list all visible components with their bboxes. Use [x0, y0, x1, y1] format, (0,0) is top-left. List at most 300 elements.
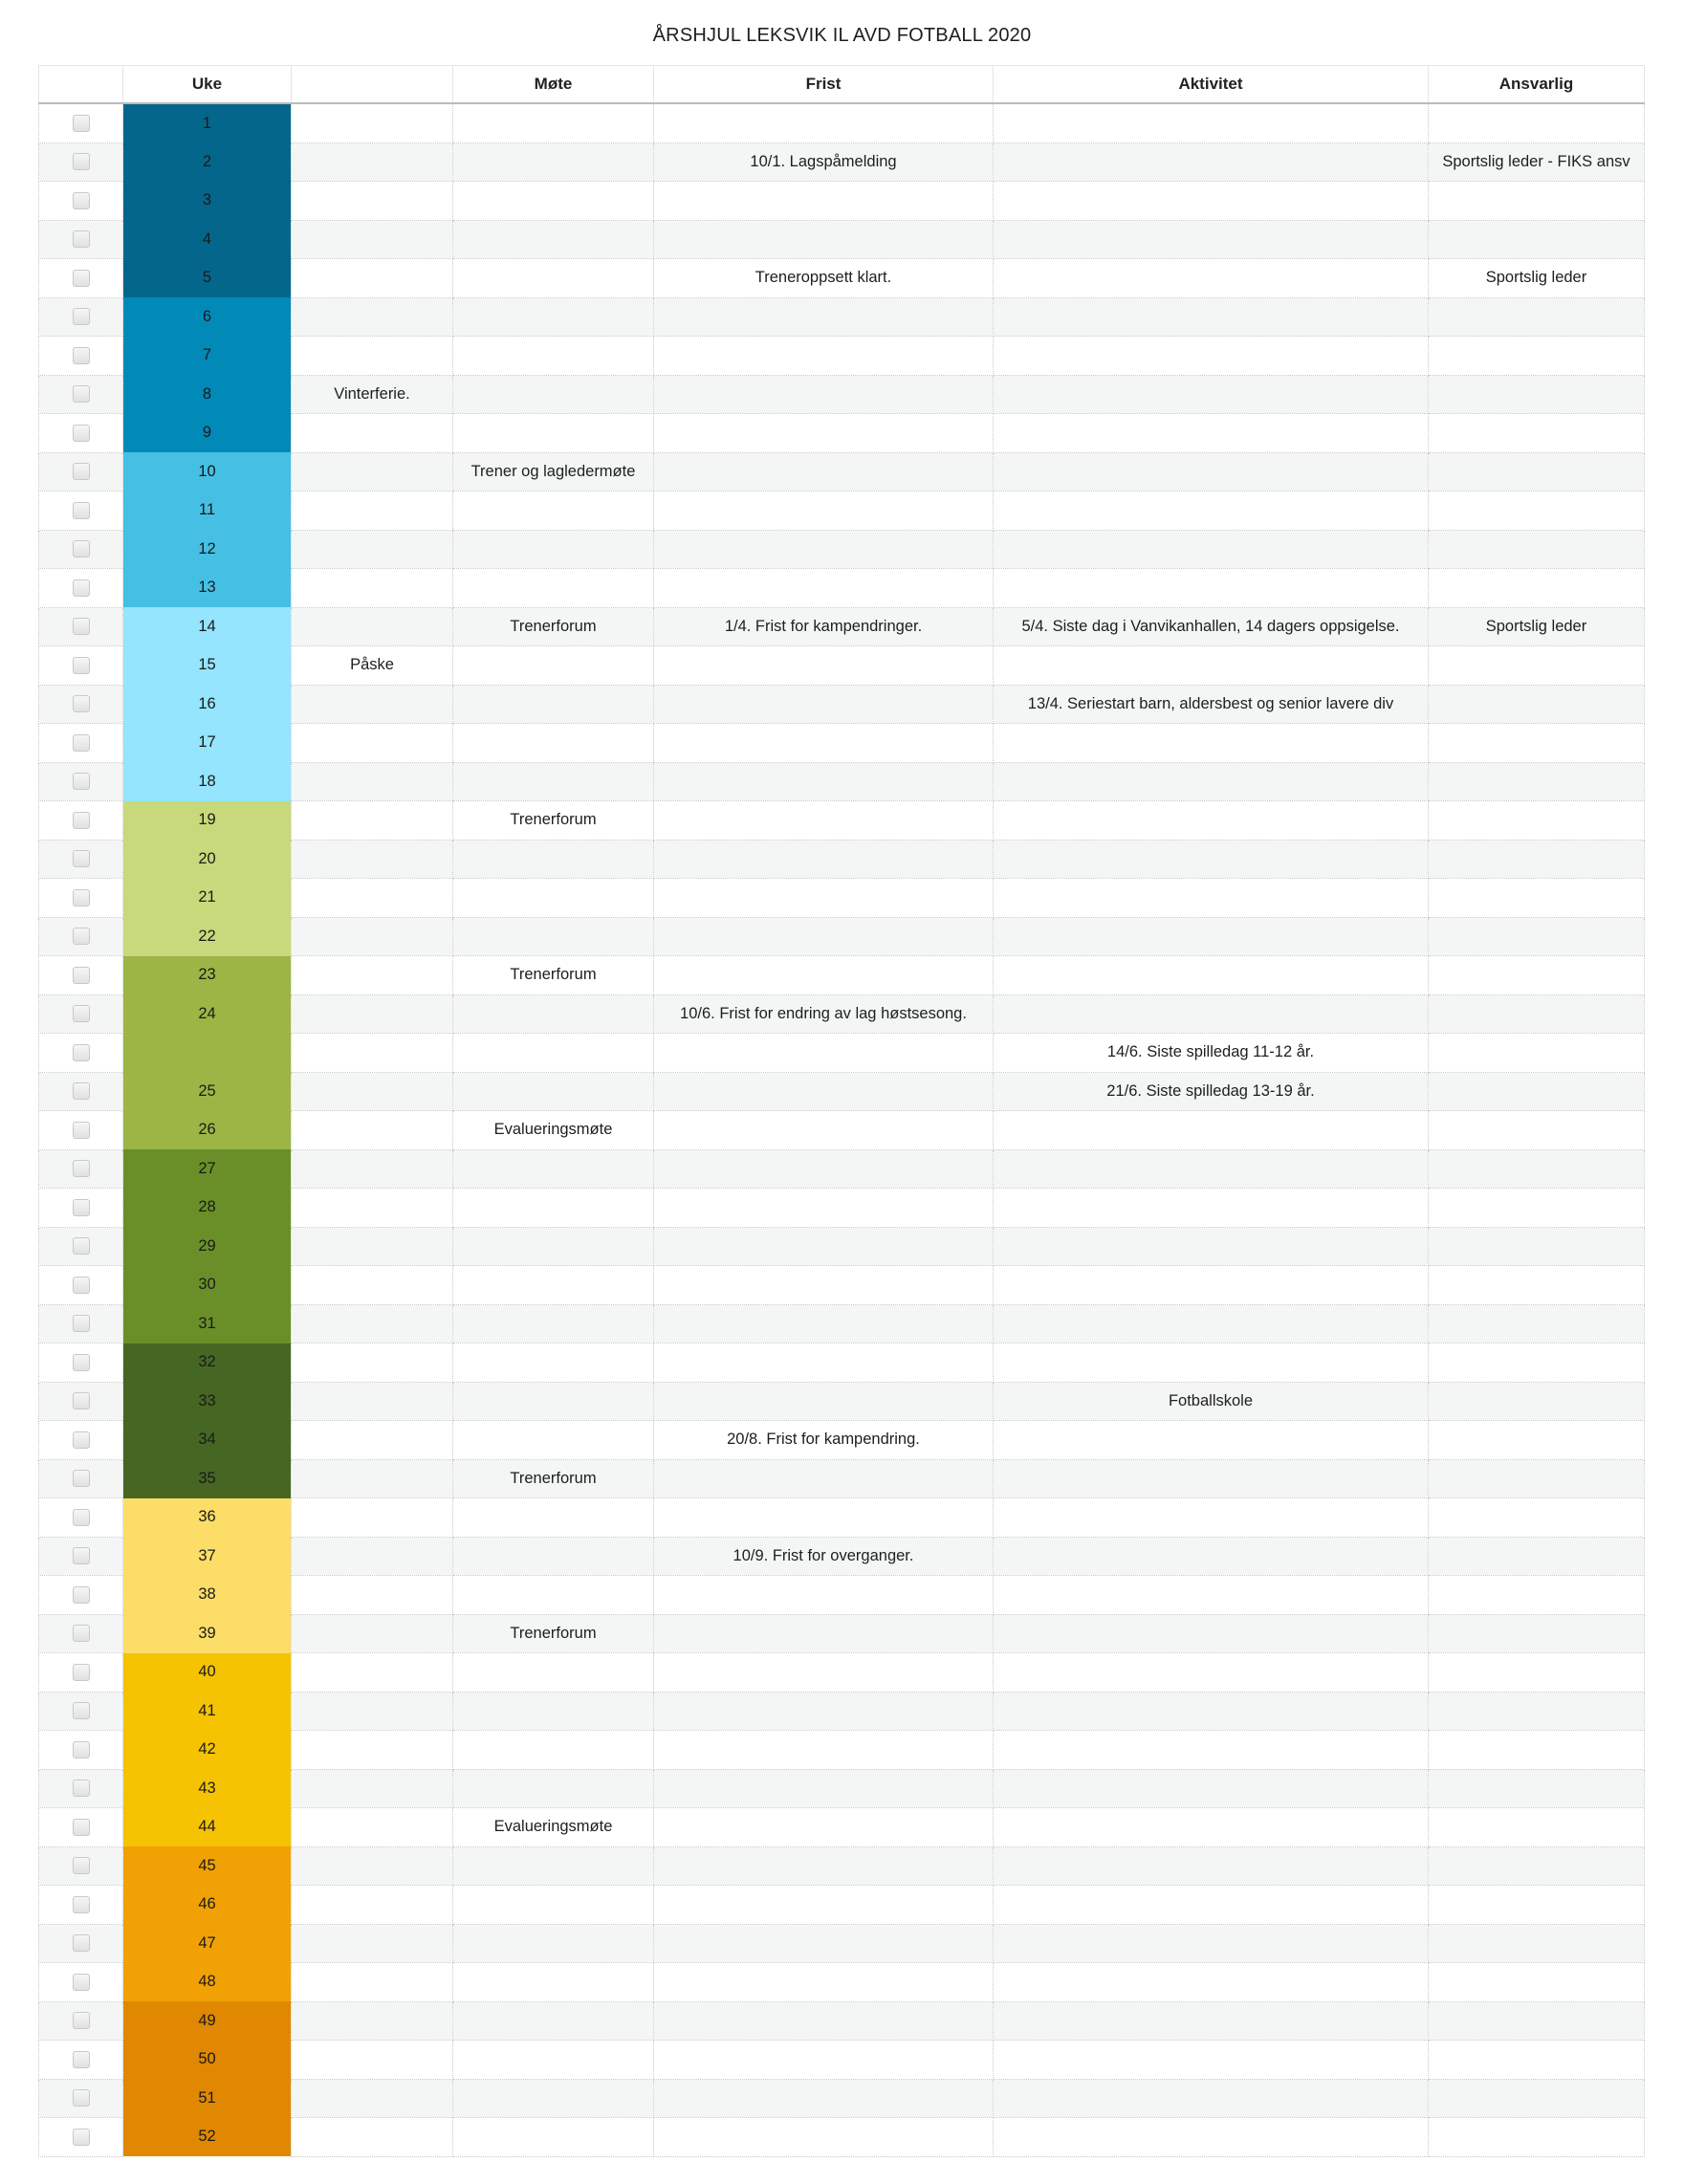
activity-cell[interactable]: [994, 840, 1429, 879]
week-cell[interactable]: 44: [123, 1808, 292, 1847]
row-checkbox[interactable]: [73, 1857, 90, 1874]
activity-cell[interactable]: [994, 724, 1429, 763]
note-cell[interactable]: [292, 2001, 453, 2041]
row-checkbox[interactable]: [73, 1277, 90, 1294]
deadline-cell[interactable]: [654, 569, 994, 608]
activity-cell[interactable]: [994, 1576, 1429, 1615]
note-cell[interactable]: [292, 994, 453, 1034]
responsible-cell[interactable]: [1429, 569, 1645, 608]
table-row[interactable]: [39, 1963, 1645, 2002]
table-row[interactable]: [39, 297, 1645, 337]
week-cell[interactable]: 23: [123, 956, 292, 995]
note-cell[interactable]: [292, 1459, 453, 1498]
table-row[interactable]: [39, 452, 1645, 491]
deadline-cell[interactable]: [654, 801, 994, 841]
responsible-cell[interactable]: [1429, 1421, 1645, 1460]
activity-cell[interactable]: 21/6. Siste spilledag 13-19 år.: [994, 1072, 1429, 1111]
activity-cell[interactable]: [994, 103, 1429, 142]
week-cell[interactable]: 34: [123, 1421, 292, 1460]
week-cell[interactable]: 15: [123, 646, 292, 686]
week-cell[interactable]: 29: [123, 1227, 292, 1266]
note-cell[interactable]: [292, 685, 453, 724]
activity-cell[interactable]: [994, 1189, 1429, 1228]
deadline-cell[interactable]: [654, 762, 994, 801]
meeting-cell[interactable]: [453, 1731, 654, 1770]
table-row[interactable]: [39, 530, 1645, 569]
responsible-cell[interactable]: [1429, 1614, 1645, 1653]
responsible-cell[interactable]: [1429, 2079, 1645, 2118]
responsible-cell[interactable]: [1429, 452, 1645, 491]
row-checkbox[interactable]: [73, 1082, 90, 1100]
deadline-cell[interactable]: [654, 1731, 994, 1770]
deadline-cell[interactable]: [654, 1382, 994, 1421]
activity-cell[interactable]: [994, 142, 1429, 182]
deadline-cell[interactable]: [654, 182, 994, 221]
table-row[interactable]: [39, 2118, 1645, 2157]
row-checkbox[interactable]: [73, 153, 90, 170]
row-checkbox[interactable]: [73, 1509, 90, 1526]
activity-cell[interactable]: [994, 956, 1429, 995]
row-checkbox[interactable]: [73, 192, 90, 209]
week-cell[interactable]: [123, 1034, 292, 1073]
responsible-cell[interactable]: [1429, 1537, 1645, 1576]
meeting-cell[interactable]: [453, 297, 654, 337]
row-checkbox[interactable]: [73, 850, 90, 867]
week-cell[interactable]: 22: [123, 917, 292, 956]
meeting-cell[interactable]: [453, 1692, 654, 1731]
row-checkbox[interactable]: [73, 2051, 90, 2068]
week-cell[interactable]: 9: [123, 414, 292, 453]
meeting-cell[interactable]: [453, 2041, 654, 2080]
deadline-cell[interactable]: [654, 1498, 994, 1538]
row-checkbox[interactable]: [73, 2089, 90, 2107]
responsible-cell[interactable]: [1429, 1189, 1645, 1228]
row-checkbox[interactable]: [73, 695, 90, 712]
row-checkbox[interactable]: [73, 734, 90, 752]
header-note[interactable]: [292, 66, 453, 104]
note-cell[interactable]: [292, 840, 453, 879]
activity-cell[interactable]: [994, 1459, 1429, 1498]
activity-cell[interactable]: 14/6. Siste spilledag 11-12 år.: [994, 1034, 1429, 1073]
week-cell[interactable]: 4: [123, 220, 292, 259]
week-cell[interactable]: 18: [123, 762, 292, 801]
responsible-cell[interactable]: [1429, 724, 1645, 763]
meeting-cell[interactable]: [453, 917, 654, 956]
row-checkbox[interactable]: [73, 1934, 90, 1952]
responsible-cell[interactable]: [1429, 1072, 1645, 1111]
meeting-cell[interactable]: [453, 1576, 654, 1615]
activity-cell[interactable]: [994, 2118, 1429, 2157]
responsible-cell[interactable]: [1429, 879, 1645, 918]
note-cell[interactable]: [292, 220, 453, 259]
activity-cell[interactable]: [994, 297, 1429, 337]
note-cell[interactable]: Påske: [292, 646, 453, 686]
table-row[interactable]: [39, 1421, 1645, 1460]
row-checkbox[interactable]: [73, 579, 90, 597]
meeting-cell[interactable]: Trenerforum: [453, 801, 654, 841]
deadline-cell[interactable]: 10/6. Frist for endring av lag høstsesong.: [654, 994, 994, 1034]
row-checkbox[interactable]: [73, 1896, 90, 1913]
activity-cell[interactable]: [994, 1886, 1429, 1925]
deadline-cell[interactable]: [654, 1227, 994, 1266]
note-cell[interactable]: [292, 1963, 453, 2002]
note-cell[interactable]: [292, 607, 453, 646]
table-row[interactable]: [39, 2079, 1645, 2118]
row-checkbox[interactable]: [73, 1819, 90, 1836]
deadline-cell[interactable]: Treneroppsett klart.: [654, 259, 994, 298]
week-cell[interactable]: 31: [123, 1304, 292, 1343]
deadline-cell[interactable]: [654, 1149, 994, 1189]
week-cell[interactable]: 43: [123, 1769, 292, 1808]
week-cell[interactable]: 27: [123, 1149, 292, 1189]
responsible-cell[interactable]: [1429, 1846, 1645, 1886]
activity-cell[interactable]: [994, 1808, 1429, 1847]
responsible-cell[interactable]: [1429, 297, 1645, 337]
table-row[interactable]: [39, 1537, 1645, 1576]
meeting-cell[interactable]: Trenerforum: [453, 1614, 654, 1653]
meeting-cell[interactable]: [453, 530, 654, 569]
deadline-cell[interactable]: 20/8. Frist for kampendring.: [654, 1421, 994, 1460]
row-checkbox[interactable]: [73, 889, 90, 906]
meeting-cell[interactable]: [453, 994, 654, 1034]
meeting-cell[interactable]: [453, 259, 654, 298]
meeting-cell[interactable]: [453, 879, 654, 918]
week-cell[interactable]: 51: [123, 2079, 292, 2118]
responsible-cell[interactable]: [1429, 103, 1645, 142]
activity-cell[interactable]: [994, 1846, 1429, 1886]
responsible-cell[interactable]: [1429, 491, 1645, 531]
activity-cell[interactable]: [994, 1343, 1429, 1383]
meeting-cell[interactable]: [453, 1924, 654, 1963]
responsible-cell[interactable]: [1429, 1731, 1645, 1770]
deadline-cell[interactable]: [654, 1886, 994, 1925]
activity-cell[interactable]: [994, 530, 1429, 569]
row-checkbox[interactable]: [73, 1702, 90, 1719]
note-cell[interactable]: [292, 2118, 453, 2157]
meeting-cell[interactable]: [453, 1382, 654, 1421]
responsible-cell[interactable]: [1429, 182, 1645, 221]
week-cell[interactable]: 14: [123, 607, 292, 646]
activity-cell[interactable]: 5/4. Siste dag i Vanvikanhallen, 14 dagers oppsigelse.: [994, 607, 1429, 646]
note-cell[interactable]: [292, 1614, 453, 1653]
row-checkbox[interactable]: [73, 618, 90, 635]
responsible-cell[interactable]: [1429, 1498, 1645, 1538]
deadline-cell[interactable]: [654, 646, 994, 686]
activity-cell[interactable]: [994, 414, 1429, 453]
deadline-cell[interactable]: [654, 2001, 994, 2041]
header-week[interactable]: Uke: [123, 66, 292, 104]
note-cell[interactable]: [292, 801, 453, 841]
week-cell[interactable]: 32: [123, 1343, 292, 1383]
note-cell[interactable]: [292, 1304, 453, 1343]
row-checkbox[interactable]: [73, 1625, 90, 1642]
note-cell[interactable]: [292, 879, 453, 918]
week-cell[interactable]: 10: [123, 452, 292, 491]
note-cell[interactable]: [292, 2041, 453, 2080]
table-row[interactable]: [39, 375, 1645, 414]
deadline-cell[interactable]: 1/4. Frist for kampendringer.: [654, 607, 994, 646]
activity-cell[interactable]: Fotballskole: [994, 1382, 1429, 1421]
deadline-cell[interactable]: [654, 220, 994, 259]
meeting-cell[interactable]: [453, 414, 654, 453]
table-row[interactable]: [39, 1808, 1645, 1847]
row-checkbox[interactable]: [73, 657, 90, 674]
table-row[interactable]: [39, 1924, 1645, 1963]
row-checkbox[interactable]: [73, 773, 90, 790]
meeting-cell[interactable]: [453, 1072, 654, 1111]
deadline-cell[interactable]: [654, 530, 994, 569]
deadline-cell[interactable]: [654, 1111, 994, 1150]
week-cell[interactable]: 33: [123, 1382, 292, 1421]
meeting-cell[interactable]: Evalueringsmøte: [453, 1111, 654, 1150]
responsible-cell[interactable]: [1429, 1653, 1645, 1693]
row-checkbox[interactable]: [73, 1354, 90, 1371]
responsible-cell[interactable]: [1429, 1808, 1645, 1847]
meeting-cell[interactable]: [453, 1886, 654, 1925]
note-cell[interactable]: [292, 1266, 453, 1305]
meeting-cell[interactable]: [453, 1537, 654, 1576]
meeting-cell[interactable]: [453, 1149, 654, 1189]
responsible-cell[interactable]: [1429, 1576, 1645, 1615]
activity-cell[interactable]: [994, 1498, 1429, 1538]
activity-cell[interactable]: [994, 646, 1429, 686]
meeting-cell[interactable]: [453, 1769, 654, 1808]
week-cell[interactable]: 7: [123, 337, 292, 376]
deadline-cell[interactable]: 10/1. Lagspåmelding: [654, 142, 994, 182]
deadline-cell[interactable]: [654, 375, 994, 414]
row-checkbox[interactable]: [73, 502, 90, 519]
deadline-cell[interactable]: [654, 1653, 994, 1693]
row-checkbox[interactable]: [73, 2129, 90, 2146]
table-row[interactable]: [39, 1459, 1645, 1498]
responsible-cell[interactable]: [1429, 530, 1645, 569]
table-row[interactable]: [39, 762, 1645, 801]
note-cell[interactable]: [292, 491, 453, 531]
table-row[interactable]: [39, 569, 1645, 608]
meeting-cell[interactable]: [453, 1034, 654, 1073]
table-row[interactable]: [39, 840, 1645, 879]
deadline-cell[interactable]: [654, 1808, 994, 1847]
row-checkbox[interactable]: [73, 2012, 90, 2029]
deadline-cell[interactable]: [654, 1304, 994, 1343]
activity-cell[interactable]: [994, 801, 1429, 841]
row-checkbox[interactable]: [73, 1392, 90, 1409]
row-checkbox[interactable]: [73, 1974, 90, 1991]
meeting-cell[interactable]: Trener og lagledermøte: [453, 452, 654, 491]
note-cell[interactable]: [292, 337, 453, 376]
note-cell[interactable]: [292, 103, 453, 142]
table-row[interactable]: [39, 337, 1645, 376]
activity-cell[interactable]: 13/4. Seriestart barn, aldersbest og senior lavere div: [994, 685, 1429, 724]
table-row[interactable]: [39, 182, 1645, 221]
table-row[interactable]: [39, 685, 1645, 724]
meeting-cell[interactable]: [453, 840, 654, 879]
meeting-cell[interactable]: [453, 2001, 654, 2041]
responsible-cell[interactable]: [1429, 2118, 1645, 2157]
note-cell[interactable]: [292, 1072, 453, 1111]
deadline-cell[interactable]: 10/9. Frist for overganger.: [654, 1537, 994, 1576]
activity-cell[interactable]: [994, 762, 1429, 801]
note-cell[interactable]: [292, 142, 453, 182]
table-row[interactable]: [39, 1846, 1645, 1886]
row-checkbox[interactable]: [73, 1586, 90, 1604]
note-cell[interactable]: [292, 1382, 453, 1421]
row-checkbox[interactable]: [73, 425, 90, 442]
note-cell[interactable]: [292, 297, 453, 337]
week-cell[interactable]: 2: [123, 142, 292, 182]
table-row[interactable]: [39, 1266, 1645, 1305]
week-cell[interactable]: 36: [123, 1498, 292, 1538]
deadline-cell[interactable]: [654, 1072, 994, 1111]
note-cell[interactable]: [292, 917, 453, 956]
meeting-cell[interactable]: [453, 762, 654, 801]
activity-cell[interactable]: [994, 1692, 1429, 1731]
responsible-cell[interactable]: [1429, 1692, 1645, 1731]
week-cell[interactable]: 20: [123, 840, 292, 879]
activity-cell[interactable]: [994, 1769, 1429, 1808]
row-checkbox[interactable]: [73, 1122, 90, 1139]
week-cell[interactable]: 45: [123, 1846, 292, 1886]
meeting-cell[interactable]: [453, 337, 654, 376]
week-cell[interactable]: 8: [123, 375, 292, 414]
row-checkbox[interactable]: [73, 540, 90, 557]
responsible-cell[interactable]: [1429, 220, 1645, 259]
meeting-cell[interactable]: [453, 375, 654, 414]
note-cell[interactable]: [292, 569, 453, 608]
activity-cell[interactable]: [994, 1149, 1429, 1189]
table-row[interactable]: [39, 220, 1645, 259]
table-row[interactable]: [39, 1769, 1645, 1808]
table-row[interactable]: [39, 917, 1645, 956]
header-meeting[interactable]: Møte: [453, 66, 654, 104]
note-cell[interactable]: [292, 724, 453, 763]
week-cell[interactable]: 28: [123, 1189, 292, 1228]
note-cell[interactable]: [292, 1111, 453, 1150]
responsible-cell[interactable]: [1429, 2001, 1645, 2041]
note-cell[interactable]: [292, 1846, 453, 1886]
week-cell[interactable]: 5: [123, 259, 292, 298]
row-checkbox[interactable]: [73, 270, 90, 287]
week-cell[interactable]: 21: [123, 879, 292, 918]
row-checkbox[interactable]: [73, 1780, 90, 1797]
responsible-cell[interactable]: [1429, 801, 1645, 841]
deadline-cell[interactable]: [654, 917, 994, 956]
note-cell[interactable]: [292, 1343, 453, 1383]
row-checkbox[interactable]: [73, 1237, 90, 1255]
table-row[interactable]: [39, 1072, 1645, 1111]
week-cell[interactable]: 42: [123, 1731, 292, 1770]
week-cell[interactable]: 38: [123, 1576, 292, 1615]
week-cell[interactable]: 13: [123, 569, 292, 608]
week-cell[interactable]: 17: [123, 724, 292, 763]
deadline-cell[interactable]: [654, 1459, 994, 1498]
note-cell[interactable]: [292, 259, 453, 298]
row-checkbox[interactable]: [73, 812, 90, 829]
deadline-cell[interactable]: [654, 2079, 994, 2118]
table-row[interactable]: [39, 1382, 1645, 1421]
activity-cell[interactable]: [994, 2041, 1429, 2080]
activity-cell[interactable]: [994, 182, 1429, 221]
table-row[interactable]: [39, 724, 1645, 763]
table-row[interactable]: [39, 1576, 1645, 1615]
meeting-cell[interactable]: [453, 1189, 654, 1228]
week-cell[interactable]: 40: [123, 1653, 292, 1693]
week-cell[interactable]: 48: [123, 1963, 292, 2002]
meeting-cell[interactable]: [453, 2118, 654, 2157]
responsible-cell[interactable]: [1429, 685, 1645, 724]
table-row[interactable]: [39, 2041, 1645, 2080]
row-checkbox[interactable]: [73, 463, 90, 480]
deadline-cell[interactable]: [654, 1614, 994, 1653]
deadline-cell[interactable]: [654, 1343, 994, 1383]
table-row[interactable]: [39, 1304, 1645, 1343]
activity-cell[interactable]: [994, 491, 1429, 531]
week-cell[interactable]: 26: [123, 1111, 292, 1150]
row-checkbox[interactable]: [73, 385, 90, 403]
note-cell[interactable]: Vinterferie.: [292, 375, 453, 414]
deadline-cell[interactable]: [654, 1924, 994, 1963]
note-cell[interactable]: [292, 1189, 453, 1228]
table-row[interactable]: [39, 1111, 1645, 1150]
table-row[interactable]: [39, 1189, 1645, 1228]
deadline-cell[interactable]: [654, 1846, 994, 1886]
deadline-cell[interactable]: [654, 491, 994, 531]
meeting-cell[interactable]: Trenerforum: [453, 607, 654, 646]
responsible-cell[interactable]: [1429, 646, 1645, 686]
table-row[interactable]: [39, 1653, 1645, 1693]
week-cell[interactable]: 24: [123, 994, 292, 1034]
activity-cell[interactable]: [994, 1653, 1429, 1693]
meeting-cell[interactable]: [453, 1304, 654, 1343]
week-cell[interactable]: 39: [123, 1614, 292, 1653]
row-checkbox[interactable]: [73, 928, 90, 945]
note-cell[interactable]: [292, 452, 453, 491]
meeting-cell[interactable]: [453, 1498, 654, 1538]
responsible-cell[interactable]: [1429, 414, 1645, 453]
week-cell[interactable]: 50: [123, 2041, 292, 2080]
responsible-cell[interactable]: [1429, 337, 1645, 376]
row-checkbox[interactable]: [73, 1315, 90, 1332]
deadline-cell[interactable]: [654, 337, 994, 376]
responsible-cell[interactable]: [1429, 762, 1645, 801]
responsible-cell[interactable]: [1429, 1304, 1645, 1343]
row-checkbox[interactable]: [73, 1199, 90, 1216]
week-cell[interactable]: 35: [123, 1459, 292, 1498]
week-cell[interactable]: 25: [123, 1072, 292, 1111]
responsible-cell[interactable]: [1429, 2041, 1645, 2080]
deadline-cell[interactable]: [654, 1769, 994, 1808]
week-cell[interactable]: 19: [123, 801, 292, 841]
activity-cell[interactable]: [994, 452, 1429, 491]
activity-cell[interactable]: [994, 1227, 1429, 1266]
week-cell[interactable]: 30: [123, 1266, 292, 1305]
deadline-cell[interactable]: [654, 1189, 994, 1228]
meeting-cell[interactable]: [453, 103, 654, 142]
responsible-cell[interactable]: [1429, 1924, 1645, 1963]
meeting-cell[interactable]: [453, 646, 654, 686]
note-cell[interactable]: [292, 1924, 453, 1963]
responsible-cell[interactable]: [1429, 917, 1645, 956]
week-cell[interactable]: 3: [123, 182, 292, 221]
note-cell[interactable]: [292, 2079, 453, 2118]
note-cell[interactable]: [292, 1227, 453, 1266]
responsible-cell[interactable]: Sportslig leder: [1429, 259, 1645, 298]
note-cell[interactable]: [292, 414, 453, 453]
row-checkbox[interactable]: [73, 1160, 90, 1177]
header-deadline[interactable]: Frist: [654, 66, 994, 104]
responsible-cell[interactable]: [1429, 1382, 1645, 1421]
deadline-cell[interactable]: [654, 103, 994, 142]
